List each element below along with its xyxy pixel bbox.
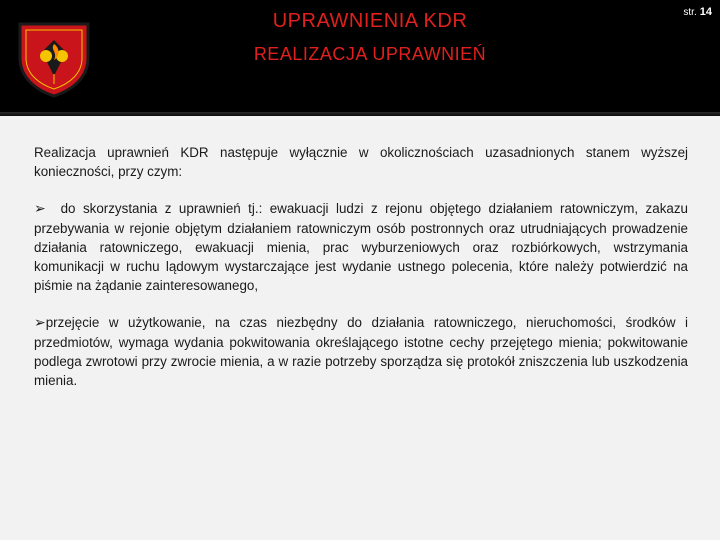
page-number-value: 14	[699, 6, 712, 18]
bullet-item-2	[34, 313, 688, 390]
bullet-item-1	[34, 199, 688, 295]
arrow-bullet-icon: ➢	[34, 201, 46, 217]
fire-brigade-logo-icon	[16, 18, 92, 98]
content-body	[34, 143, 688, 390]
bullet-item-1-text: do skorzystania z uprawnień tj.: ewakuacji ludzi z rejonu objętego działaniem ratowniczym, zakazu przebywania w rejonie objętym działaniem ratowniczym osób postronnych oraz utrudniających prowadzenie działania ratowniczego, ewakuacji mienia, prac wyburzeniowych oraz rozbiórkowych, wstrzymania komunikacji w ruchu lądowym wystarczające jest wydanie ustnego polecenia, które należy potwierdzić na piśmie na żądanie zainteresowanego,	[34, 201, 688, 293]
page-title: UPRAWNIENIA KDR	[272, 10, 468, 32]
intro-paragraph: Realizacja uprawnień KDR następuje wyłącznie w okolicznościach uzasadnionych stanem wyższej konieczności, przy czym:	[34, 145, 688, 179]
page-number	[683, 6, 712, 18]
bullet-item-2-text: przejęcie w użytkowanie, na czas niezbędny do działania ratowniczego, nieruchomości, środków i przedmiotów, wymaga wydania pokwitowania określającego istotne cechy przejętego mienia; pokwitowanie podlega zwrotowi przy zwrocie mienia, a w razie potrzeby sporządza się protokół zniszczenia lub uszkodzenia mienia.	[34, 315, 688, 388]
page-number-label: str.	[683, 7, 697, 18]
arrow-bullet-icon: ➢	[34, 315, 46, 331]
header-bar	[0, 0, 720, 112]
page-subtitle: REALIZACJA UPRAWNIEŃ	[253, 44, 487, 64]
header-divider	[0, 112, 720, 116]
